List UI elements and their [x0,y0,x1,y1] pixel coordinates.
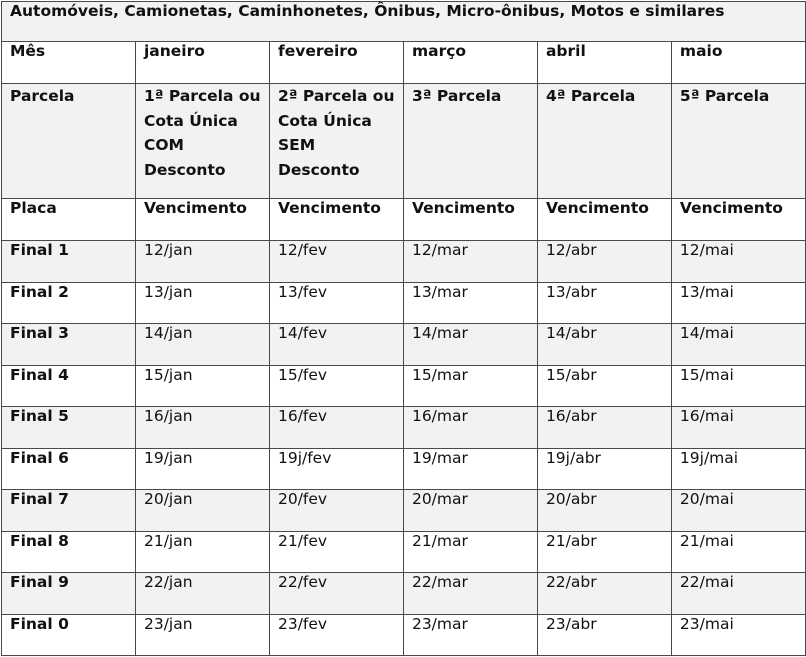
due-date-cell: 19j/fev [269,448,403,490]
due-date-cell: 20/fev [269,490,403,532]
table-row [2,448,806,490]
due-date-cell: 22/mar [403,573,537,615]
table-row [2,241,806,283]
due-date-cell: 16/jan [135,407,269,449]
table-row [2,282,806,324]
vencimento-header: Vencimento [537,199,671,241]
due-date-cell: 14/mar [403,324,537,366]
vencimento-header: Vencimento [403,199,537,241]
due-date-cell: 15/mai [671,365,805,407]
table-row [2,324,806,366]
month-header: Mês [2,42,136,84]
table-title: Automóveis, Camionetas, Caminhonetes, Ônibus, Micro-ônibus, Motos e similares [2,2,806,42]
due-date-cell: 12/mai [671,241,805,283]
due-date-cell: 21/mai [671,531,805,573]
vencimento-header: Vencimento [269,199,403,241]
due-date-cell: 15/fev [269,365,403,407]
due-date-cell: 12/fev [269,241,403,283]
due-date-cell: 15/mar [403,365,537,407]
month-cell: março [403,42,537,84]
due-date-cell: 12/abr [537,241,671,283]
due-date-cell: 19j/abr [537,448,671,490]
due-date-cell: 20/abr [537,490,671,532]
placa-row [2,199,806,241]
due-date-cell: 19/mar [403,448,537,490]
due-date-cell: 21/jan [135,531,269,573]
vencimento-header: Vencimento [135,199,269,241]
placa-label: Final 9 [2,573,136,615]
table-row [2,407,806,449]
due-date-cell: 16/abr [537,407,671,449]
due-date-cell: 23/mai [671,614,805,656]
month-cell: janeiro [135,42,269,84]
parcela-cell: 1ª Parcela ou Cota Única COM Desconto [135,84,269,199]
placa-label: Final 5 [2,407,136,449]
due-date-cell: 22/abr [537,573,671,615]
due-date-cell: 22/jan [135,573,269,615]
month-cell: abril [537,42,671,84]
placa-label: Final 1 [2,241,136,283]
placa-label: Final 3 [2,324,136,366]
due-date-cell: 23/abr [537,614,671,656]
due-date-cell: 21/mar [403,531,537,573]
due-date-cell: 22/mai [671,573,805,615]
due-date-cell: 14/mai [671,324,805,366]
month-row [2,42,806,84]
table-row [2,531,806,573]
due-date-cell: 15/jan [135,365,269,407]
due-date-cell: 13/fev [269,282,403,324]
due-date-cell: 14/abr [537,324,671,366]
due-date-cell: 14/fev [269,324,403,366]
vencimento-header: Vencimento [671,199,805,241]
parcela-row [2,84,806,199]
table-row [2,365,806,407]
due-date-cell: 15/abr [537,365,671,407]
due-date-cell: 16/fev [269,407,403,449]
due-date-cell: 16/mai [671,407,805,449]
due-date-cell: 14/jan [135,324,269,366]
due-date-cell: 19j/mai [671,448,805,490]
due-date-cell: 13/mar [403,282,537,324]
placa-label: Final 2 [2,282,136,324]
due-date-cell: 12/jan [135,241,269,283]
due-date-cell: 20/mar [403,490,537,532]
due-date-cell: 20/jan [135,490,269,532]
placa-label: Final 4 [2,365,136,407]
table-row [2,573,806,615]
parcela-header: Parcela [2,84,136,199]
due-date-cell: 12/mar [403,241,537,283]
due-date-cell: 22/fev [269,573,403,615]
due-date-cell: 23/fev [269,614,403,656]
placa-header: Placa [2,199,136,241]
due-date-cell: 21/fev [269,531,403,573]
parcela-cell: 2ª Parcela ou Cota Única SEM Desconto [269,84,403,199]
due-date-cell: 13/mai [671,282,805,324]
table-row [2,490,806,532]
due-date-cell: 23/jan [135,614,269,656]
due-date-cell: 20/mai [671,490,805,532]
table-row [2,614,806,656]
due-date-cell: 19/jan [135,448,269,490]
parcela-cell: 5ª Parcela [671,84,805,199]
parcela-cell: 3ª Parcela [403,84,537,199]
month-cell: fevereiro [269,42,403,84]
due-date-cell: 13/jan [135,282,269,324]
month-cell: maio [671,42,805,84]
placa-label: Final 0 [2,614,136,656]
placa-label: Final 8 [2,531,136,573]
placa-label: Final 7 [2,490,136,532]
parcela-cell: 4ª Parcela [537,84,671,199]
due-date-cell: 13/abr [537,282,671,324]
table-title-row [2,2,806,42]
due-date-cell: 16/mar [403,407,537,449]
ipva-schedule-table [1,1,806,656]
due-date-cell: 23/mar [403,614,537,656]
placa-label: Final 6 [2,448,136,490]
due-date-cell: 21/abr [537,531,671,573]
